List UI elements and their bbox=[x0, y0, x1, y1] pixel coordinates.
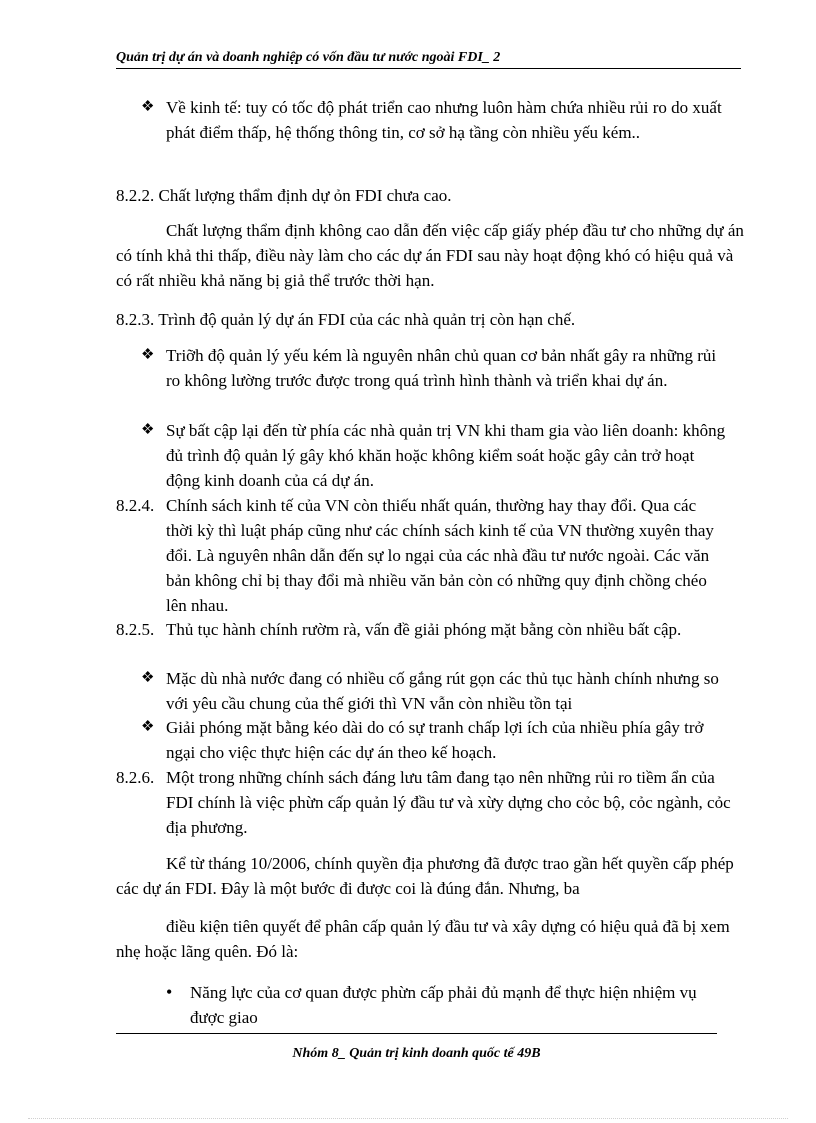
page-footer: Nhóm 8_ Quản trị kinh doanh quốc tế 49B bbox=[292, 1046, 541, 1061]
section-number-8-2-5: 8.2.5. bbox=[116, 620, 155, 639]
paragraph-decentralization: Kể từ tháng 10/2006, chính quyền địa phương đã được trao gần hết quyền cấp phép các dự án FDI. Đây là một bước đi được coi là đúng đắn. Nhưng, ba bbox=[116, 854, 734, 898]
page-header: Quản trị dự án và doanh nghiệp có vốn đầu tư nước ngoài FDI_ 2 bbox=[116, 50, 501, 65]
section-heading-8-2-6: Một trong những chính sách đáng lưu tâm đang tạo nên những rủi ro tiềm ẩn của FDI chính là việc phừn cấp quản lý đầu tư và xừy dựng cho cỏc bộ, cỏc ngành, cỏc địa phương. bbox=[166, 768, 731, 837]
round-bullet-icon: • bbox=[166, 982, 173, 1002]
paragraph-joint-venture: Sự bất cập lại đến từ phía các nhà quản trị VN khi tham gia vào liên doanh: không đủ trình độ quản lý gây khó khăn hoặc không kiểm soát hoặc gây cản trở hoạt động kinh doanh của cá dự án. bbox=[166, 421, 726, 490]
paragraph-capacity: Năng lực của cơ quan được phừn cấp phải đủ mạnh để thực hiện nhiệm vụ được giao bbox=[190, 983, 697, 1027]
paragraph-management-weak: Triỡh độ quản lý yếu kém là nguyên nhân chủ quan cơ bản nhất gây ra những rủi ro không lường trước được trong quá trình hình thành và triển khai dự án. bbox=[166, 346, 717, 390]
paragraph-economy: Về kinh tế: tuy có tốc độ phát triển cao nhưng luôn hàm chứa nhiều rủi ro do xuất phát điểm thấp, hệ thống thông tin, cơ sở hạ tầng còn nhiều yếu kém.. bbox=[166, 98, 722, 142]
page-bottom-dotted-line bbox=[28, 1118, 788, 1119]
paragraph-appraisal: Chất lượng thẩm định không cao dẫn đến việc cấp giấy phép đầu tư cho những dự án có tính khả thi thấp, điều này làm cho các dự án FDI sau này hoạt động khó có hiệu quả và có rất nhiều khả năng bị giả thể trước thời hạn. bbox=[116, 221, 744, 290]
diamond-bullet-icon: ❖ bbox=[141, 347, 155, 363]
diamond-bullet-icon: ❖ bbox=[141, 422, 155, 438]
section-heading-8-2-2: 8.2.2. Chất lượng thẩm định dự ỏn FDI chưa cao. bbox=[116, 186, 452, 205]
section-heading-8-2-4: Chính sách kinh tế của VN còn thiếu nhất quán, thường hay thay đổi. Qua các thời kỳ thì luật pháp cũng như các chính sách kinh tế của VN thường xuyên thay đổi. Là nguyên nhân dẫn đến sự lo ngại của các nhà đầu tư nước ngoài. Các văn bản không chỉ bị thay đổi mà nhiều văn bản còn có những quy định chồng chéo lên nhau. bbox=[166, 496, 714, 615]
section-number-8-2-6: 8.2.6. bbox=[116, 768, 155, 787]
section-heading-8-2-5: Thủ tục hành chính rườm rà, vấn đề giải phóng mặt bằng còn nhiều bất cập. bbox=[166, 620, 682, 639]
paragraph-preconditions: điều kiện tiên quyết để phân cấp quản lý đầu tư và xây dựng có hiệu quả đã bị xem nhẹ hoặc lãng quên. Đó là: bbox=[116, 917, 730, 961]
diamond-bullet-icon: ❖ bbox=[141, 670, 155, 686]
section-heading-8-2-3: 8.2.3. Trình độ quản lý dự án FDI của các nhà quản trị còn hạn chế. bbox=[116, 310, 576, 329]
section-number-8-2-4: 8.2.4. bbox=[116, 496, 155, 515]
paragraph-admin-procedures: Mặc dù nhà nước đang có nhiều cố gắng rút gọn các thủ tục hành chính nhưng so với yêu cầu chung của thế giới thì VN vẫn còn nhiều tồn tại bbox=[166, 669, 719, 713]
diamond-bullet-icon: ❖ bbox=[141, 99, 155, 115]
header-divider bbox=[116, 68, 741, 69]
footer-divider bbox=[116, 1033, 717, 1034]
paragraph-land-clearance: Giải phóng mặt bằng kéo dài do có sự tranh chấp lợi ích của nhiều phía gây trở ngại cho việc thực hiện các dự án theo kế hoạch. bbox=[166, 718, 704, 762]
diamond-bullet-icon: ❖ bbox=[141, 719, 155, 735]
